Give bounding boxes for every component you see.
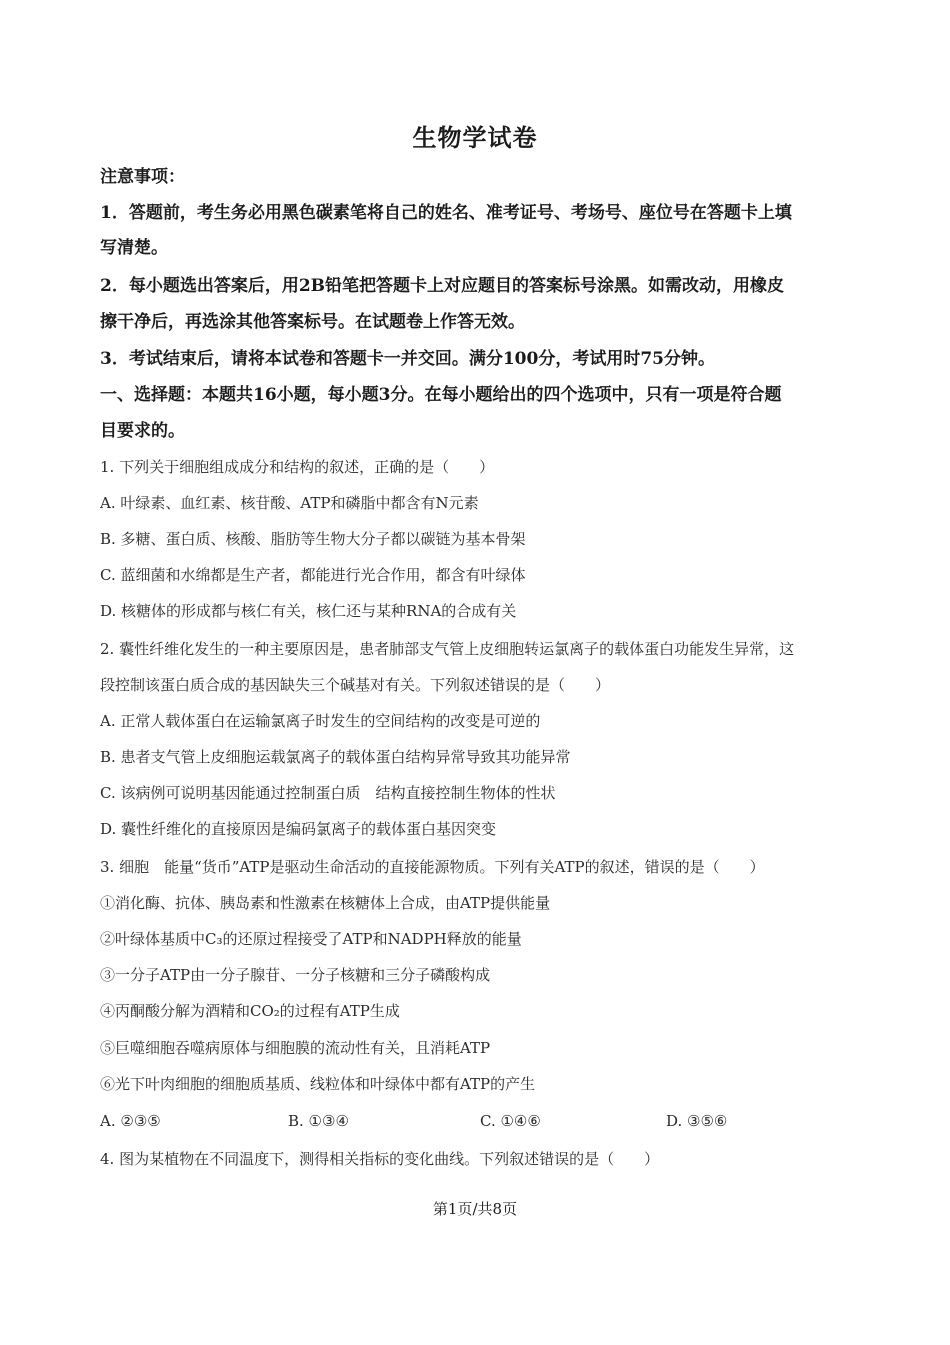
question-3-statement: ②叶绿体基质中C₃的还原过程接受了ATP和NADPH释放的能量 — [100, 930, 522, 948]
question-1-option-c: C. 蓝细菌和水绵都是生产者，都能进行光合作用，都含有叶绿体 — [100, 566, 526, 584]
question-2-stem-cont: 段控制该蛋白质合成的基因缺失三个碱基对有关。下列叙述错误的是（ ） — [100, 676, 611, 694]
notice-line: 3．考试结束后，请将本试卷和答题卡一并交回。满分100分，考试用时75分钟。 — [100, 349, 715, 369]
question-2-option-b: B. 患者支气管上皮细胞运载氯离子的载体蛋白结构异常导致其功能异常 — [100, 748, 571, 766]
question-3-option-b: B. ①③④ — [288, 1112, 349, 1130]
question-2-option-d: D. 囊性纤维化的直接原因是编码氯离子的载体蛋白基因突变 — [100, 820, 497, 838]
question-4-stem: 4. 图为某植物在不同温度下，测得相关指标的变化曲线。下列叙述错误的是（ ） — [100, 1150, 660, 1168]
notice-line: 写清楚。 — [100, 238, 168, 258]
question-3-option-d: D. ③⑤⑥ — [666, 1112, 728, 1130]
question-2-option-a: A. 正常人载体蛋白在运输氯离子时发生的空间结构的改变是可逆的 — [100, 712, 541, 730]
question-3-option-a: A. ②③⑤ — [100, 1112, 161, 1130]
notice-line: 2．每小题选出答案后，用2B铅笔把答题卡上对应题目的答案标号涂黑。如需改动，用橡皮 — [100, 276, 785, 296]
question-3-statement: ④丙酮酸分解为酒精和CO₂的过程有ATP生成 — [100, 1002, 400, 1020]
question-2-option-c: C. 该病例可说明基因能通过控制蛋白质 结构直接控制生物体的性状 — [100, 784, 556, 802]
question-3-statement: ①消化酶、抗体、胰岛素和性激素在核糖体上合成，由ATP提供能量 — [100, 894, 551, 912]
question-1-option-a: A. 叶绿素、血红素、核苷酸、ATP和磷脂中都含有N元素 — [100, 494, 479, 512]
notice-heading: 注意事项： — [100, 167, 185, 187]
page-title: 生物学试卷 — [412, 123, 538, 152]
question-3-option-c: C. ①④⑥ — [480, 1112, 541, 1130]
section-heading: 一、选择题：本题共16小题，每小题3分。在每小题给出的四个选项中，只有一项是符合题 — [100, 385, 782, 405]
section-heading: 目要求的。 — [100, 421, 185, 441]
question-3-stem: 3. 细胞 能量“货币”ATP是驱动生命活动的直接能源物质。下列有关ATP的叙述，错误的是（ ） — [100, 858, 765, 876]
question-3-statement: ⑤巨噬细胞吞噬病原体与细胞膜的流动性有关，且消耗ATP — [100, 1039, 491, 1057]
question-3-statement: ③一分子ATP由一分子腺苷、一分子核糖和三分子磷酸构成 — [100, 966, 491, 984]
notice-line: 擦干净后，再选涂其他答案标号。在试题卷上作答无效。 — [100, 312, 525, 332]
question-1-stem: 1. 下列关于细胞组成成分和结构的叙述，正确的是（ ） — [100, 458, 495, 476]
question-1-option-b: B. 多糖、蛋白质、核酸、脂肪等生物大分子都以碳链为基本骨架 — [100, 530, 526, 548]
question-3-statement: ⑥光下叶肉细胞的细胞质基质、线粒体和叶绿体中都有ATP的产生 — [100, 1075, 536, 1093]
question-1-option-d: D. 核糖体的形成都与核仁有关，核仁还与某种RNA的合成有关 — [100, 602, 517, 620]
question-2-stem: 2. 囊性纤维化发生的一种主要原因是，患者肺部支气管上皮细胞转运氯离子的载体蛋白功能发生异常，这 — [100, 640, 795, 658]
notice-line: 1．答题前，考生务必用黑色碳素笔将自己的姓名、准考证号、考场号、座位号在答题卡上填 — [100, 203, 792, 223]
page-footer: 第1页/共8页 — [432, 1200, 518, 1218]
